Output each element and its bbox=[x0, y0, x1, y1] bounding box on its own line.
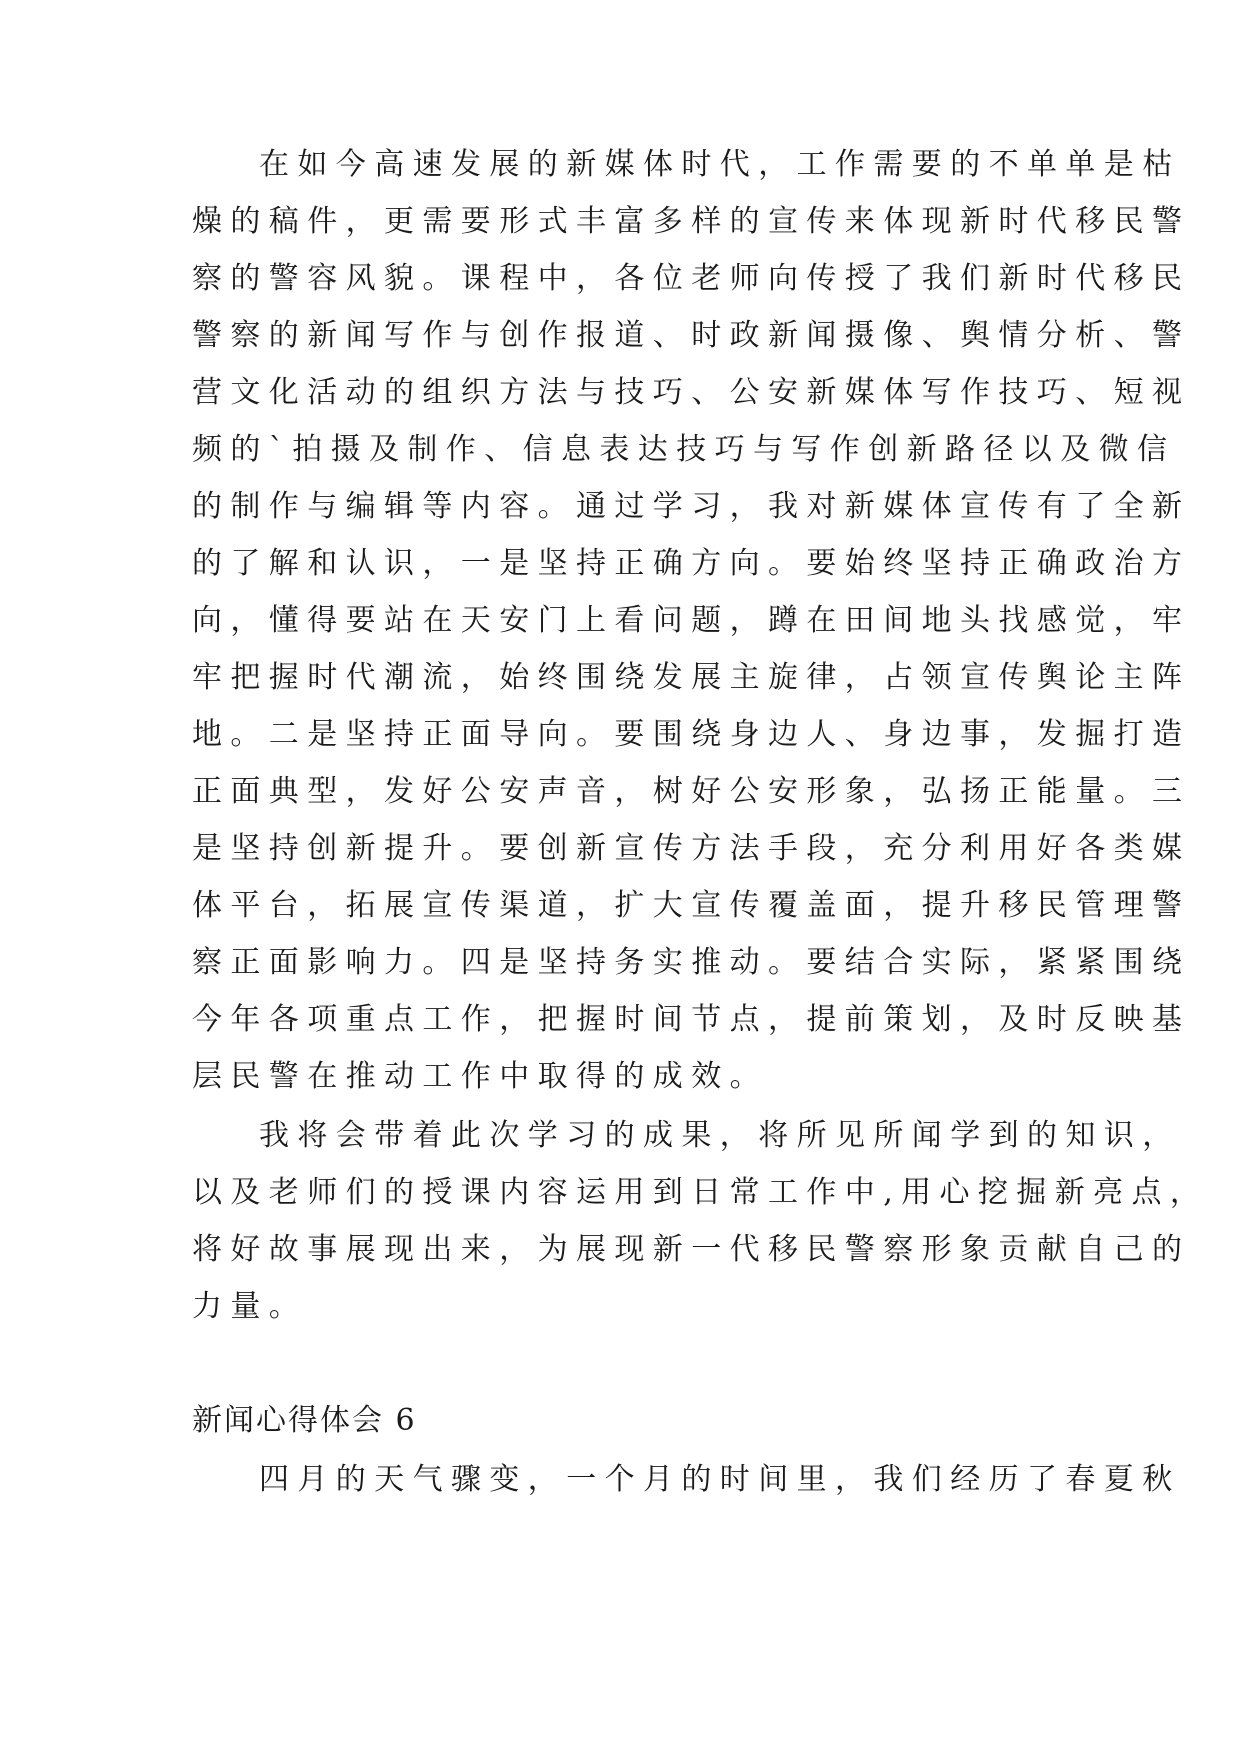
paragraph-1-line-9: 向，懂得要站在天安门上看问题，蹲在田间地头找感觉，牢 bbox=[192, 603, 1191, 638]
paragraph-2-line-4: 力量。 bbox=[192, 1289, 308, 1324]
paragraph-1-line-1: 在如今高速发展的新媒体时代，工作需要的不单单是枯 bbox=[259, 147, 1181, 182]
paragraph-1-line-14: 体平台，拓展宣传渠道，扩大宣传覆盖面，提升移民管理警 bbox=[192, 888, 1191, 923]
paragraph-1-line-11: 地。二是坚持正面导向。要围绕身边人、身边事，发掘打造 bbox=[192, 717, 1191, 752]
paragraph-3-line-1: 四月的天气骤变，一个月的时间里，我们经历了春夏秋 bbox=[259, 1462, 1181, 1497]
paragraph-1-line-7: 的制作与编辑等内容。通过学习，我对新媒体宣传有了全新 bbox=[192, 489, 1191, 524]
paragraph-1-line-2: 燥的稿件，更需要形式丰富多样的宣传来体现新时代移民警 bbox=[192, 204, 1191, 239]
paragraph-1-line-8: 的了解和认识，一是坚持正确方向。要始终坚持正确政治方 bbox=[192, 546, 1191, 581]
paragraph-2-line-1: 我将会带着此次学习的成果，将所见所闻学到的知识， bbox=[259, 1118, 1181, 1153]
paragraph-1-line-5: 营文化活动的组织方法与技巧、公安新媒体写作技巧、短视 bbox=[192, 375, 1191, 410]
paragraph-1-line-15: 察正面影响力。四是坚持务实推动。要结合实际，紧紧围绕 bbox=[192, 945, 1191, 980]
paragraph-1-line-16: 今年各项重点工作，把握时间节点，提前策划，及时反映基 bbox=[192, 1002, 1191, 1037]
section-heading: 新闻心得体会 6 bbox=[192, 1403, 417, 1438]
paragraph-1-line-10: 牢把握时代潮流，始终围绕发展主旋律，占领宣传舆论主阵 bbox=[192, 660, 1191, 695]
paragraph-1-line-6: 频的`拍摄及制作、信息表达技巧与写作创新路径以及微信 bbox=[192, 432, 1176, 467]
paragraph-2-line-2: 以及老师们的授课内容运用到日常工作中,用心挖掘新亮点， bbox=[192, 1175, 1209, 1210]
paragraph-1-line-4: 警察的新闻写作与创作报道、时政新闻摄像、舆情分析、警 bbox=[192, 318, 1191, 353]
paragraph-1-line-17: 层民警在推动工作中取得的成效。 bbox=[192, 1059, 768, 1094]
paragraph-1-line-3: 察的警容风貌。课程中，各位老师向传授了我们新时代移民 bbox=[192, 261, 1191, 296]
paragraph-1-line-12: 正面典型，发好公安声音，树好公安形象，弘扬正能量。三 bbox=[192, 774, 1191, 809]
paragraph-1-line-13: 是坚持创新提升。要创新宣传方法手段，充分利用好各类媒 bbox=[192, 831, 1191, 866]
paragraph-2-line-3: 将好故事展现出来，为展现新一代移民警察形象贡献自己的 bbox=[192, 1232, 1191, 1267]
